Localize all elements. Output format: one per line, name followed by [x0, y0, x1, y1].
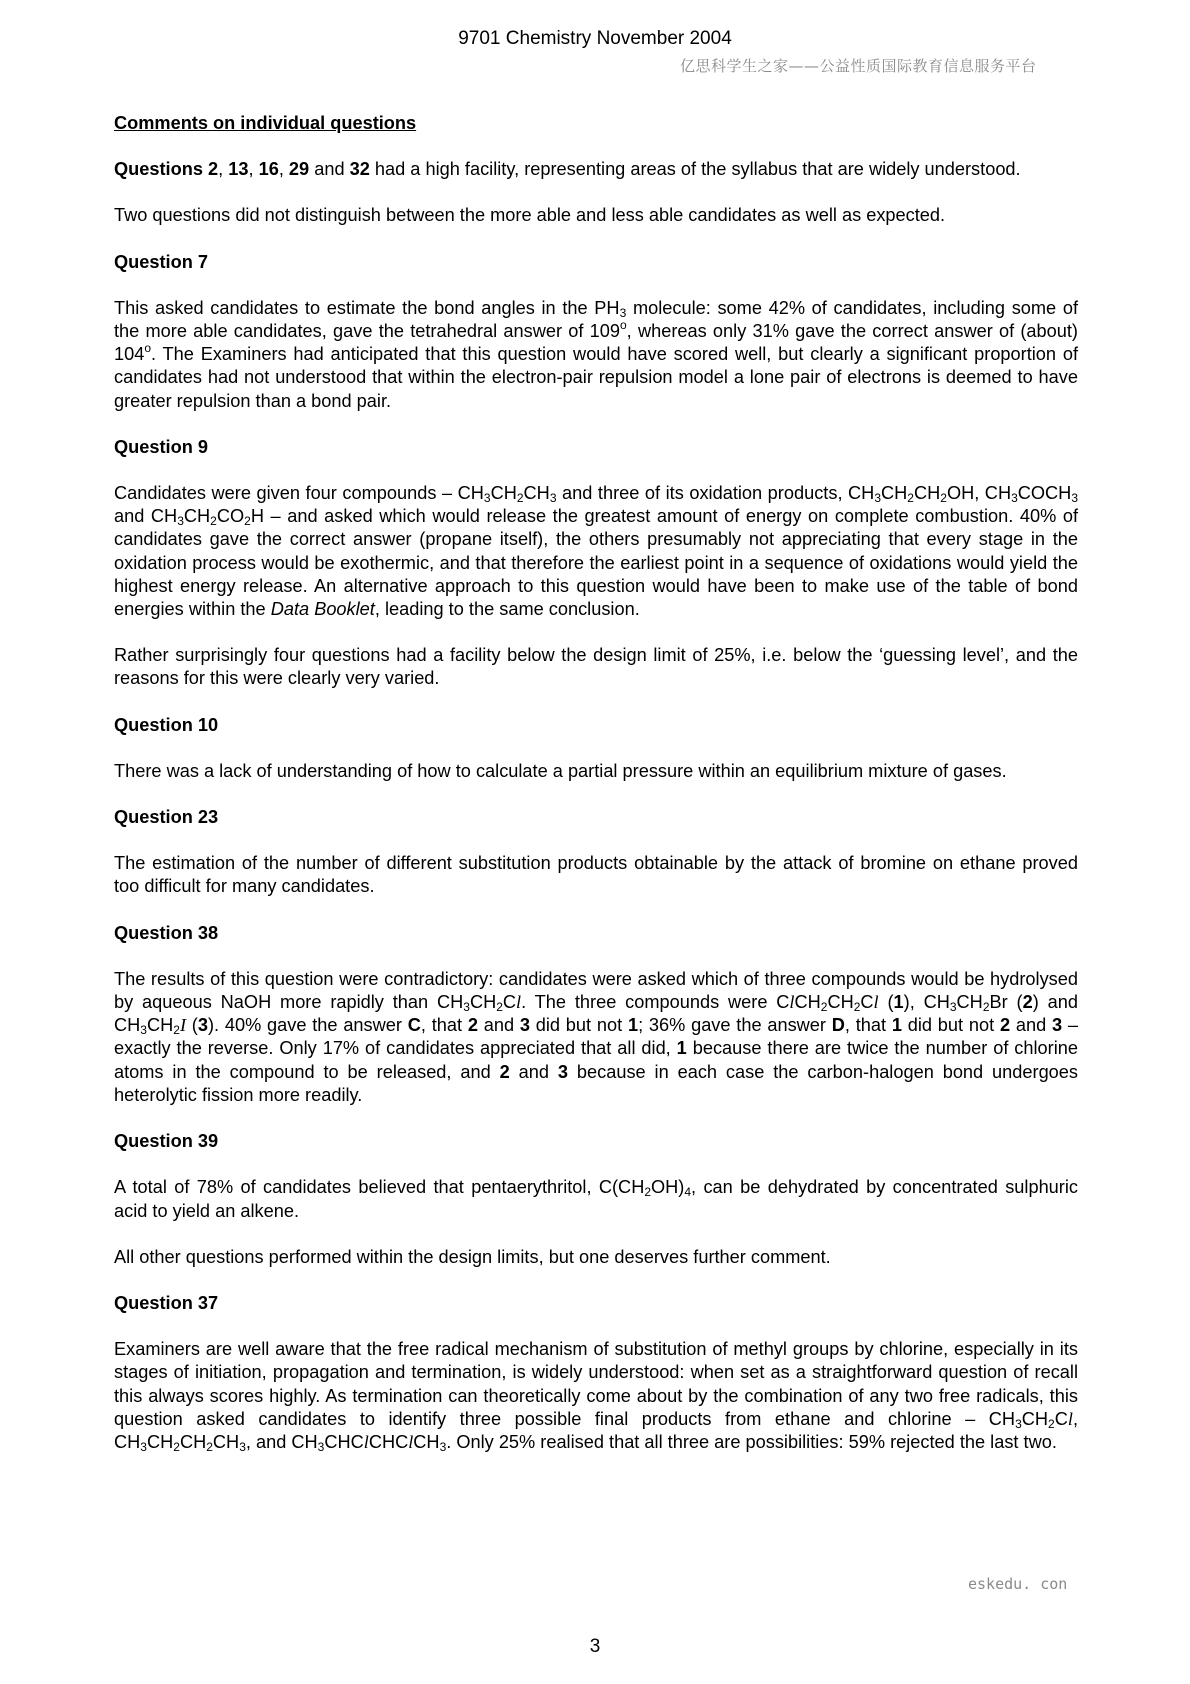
- question-10-heading: Question 10: [114, 714, 219, 735]
- page-header-subtitle: 亿思科学生之家——公益性质国际教育信息服务平台: [680, 57, 1037, 75]
- question-9-text: Candidates were given four compounds – $CH_3CH_2CH_3$ and three of its oxidation products, $CH_3CH_2CH_2OH$, $CH_3COCH_3$ and $CH_3CH_2CO_2H$ – and asked which would release the greatest amount of energy on complete combustion. 40% of candidates gave the correct answer (propane itself), the others presumably not appreciating that every stage in the oxidation process would be exothermic, and that therefore the earliest point in a sequence of oxidations would yield the highest energy release. An alternative approach to this question would have been to make use of the table of bond energies within the Data Booklet, leading to the same conclusion.: [114, 483, 1079, 620]
- question-39-text: A total of 78% of candidates believed that pentaerythritol, $C(CH_2OH)_4$, can be dehydrated by concentrated sulphuric acid to yield an alkene.: [114, 1177, 1078, 1221]
- question-23-heading: Question 23: [114, 807, 219, 828]
- two-questions-paragraph: Two questions did not distinguish between the more able and less able candidates as well as expected.: [114, 205, 946, 226]
- question-23-text: The estimation of the number of different substitution products obtainable by the attack of bromine on ethane proved too difficult for many candidates.: [114, 853, 1078, 897]
- question-7-text: This asked candidates to estimate the bond angles in the $PH_3$ molecule: some 42% of candidates, including some of the more able candidates, gave the tetrahedral answer of 109$^o$, whereas only 31% gave the correct answer of (about) 104$^o$. The Examiners had anticipated that this question would have scored well, but clearly a significant proportion of candidates had not understood that within the electron-pair repulsion model a lone pair of electrons is deemed to have greater repulsion than a bond pair.: [114, 297, 1079, 411]
- footer-watermark: eskedu. con: [968, 1575, 1068, 1593]
- question-7-heading: Question 7: [114, 251, 208, 272]
- section-heading: Comments on individual questions: [114, 113, 417, 133]
- page-number: 3: [589, 1636, 601, 1657]
- question-38-heading: Question 38: [114, 922, 219, 943]
- intro-paragraph: Questions 2, 13, 16, 29 and 32 had a high facility, representing areas of the syllabus that are widely understood.: [114, 159, 1021, 180]
- question-38-text: The results of this question were contradictory: candidates were asked which of three compounds would be hydrolysed by aqueous NaOH more rapidly than $CH_3CH_2Cl$. The three compounds were $ClCH_2CH_2Cl$ (1), $CH_3CH_2Br$ (2) and $CH_3CH_2I$ (3). 40% gave the answer C, that 2 and 3 did but not 1; 36% gave the answer D, that 1 did but not 2 and 3 – exactly the reverse. Only 17% of candidates appreciated that all did, 1 because there are twice the number of chlorine atoms in the compound to be released, and 2 and 3 because in each case the carbon-halogen bond undergoes heterolytic fission more readily.: [114, 968, 1079, 1105]
- question-37-heading: Question 37: [114, 1292, 219, 1313]
- document-body: [114, 112, 1078, 1477]
- page-header-title: 9701 Chemistry November 2004: [458, 28, 732, 49]
- question-9-heading: Question 9: [114, 436, 208, 457]
- all-other-paragraph: All other questions performed within the design limits, but one deserves further comment.: [114, 1246, 831, 1267]
- surprising-paragraph: Rather surprisingly four questions had a facility below the design limit of 25%, i.e. below the ‘guessing level’, and the reasons for this were clearly very varied.: [114, 645, 1078, 689]
- question-37-text: Examiners are well aware that the free radical mechanism of substitution of methyl groups by chlorine, especially in its stages of initiation, propagation and termination, is widely understood: when set as a straightforward question of recall this always scores highly. As termination can theoretically come about by the combination of any two free radicals, this question asked candidates to identify three possible final products from ethane and chlorine – $CH_3CH_2Cl$, $CH_3CH_2CH_2CH_3$, and $CH_3CHClCHClCH_3$. Only 25% realised that all three are possibilities: 59% rejected the last two.: [114, 1339, 1078, 1454]
- question-10-text: There was a lack of understanding of how to calculate a partial pressure within an equilibrium mixture of gases.: [114, 760, 1007, 781]
- question-39-heading: Question 39: [114, 1131, 219, 1152]
